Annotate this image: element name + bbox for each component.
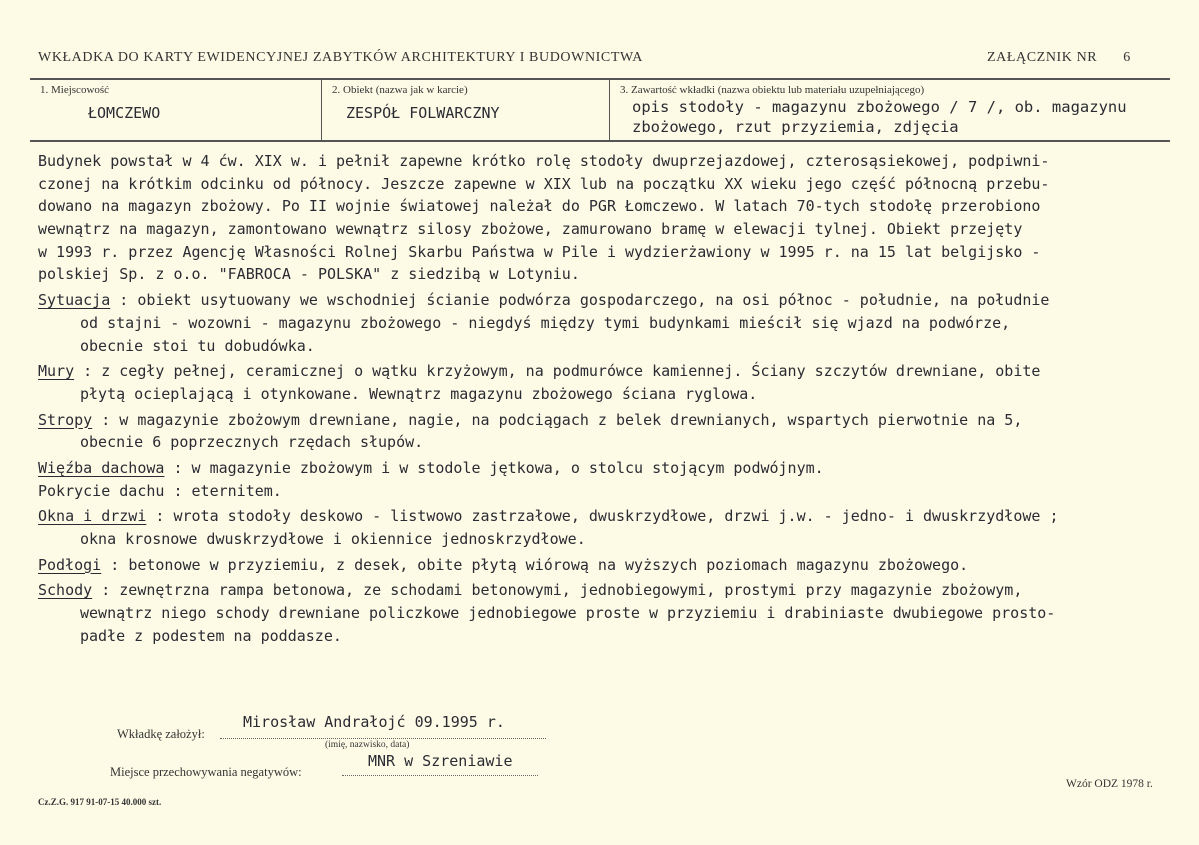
section-title: Pokrycie dachu (38, 481, 165, 500)
section-title: Okna i drzwi (38, 507, 147, 526)
attachment-number (987, 50, 1131, 66)
section-text: w magazynie zbożowym drewniane, nagie, na podciągach z belek drewnianych, wspartych pierwotnie na 5, (119, 410, 1023, 429)
section-text: obiekt usytuowany we wschodniej ścianie podwórza gospodarczego, na osi północ - południe, na południe (137, 291, 1050, 310)
section-title: Sytuacja (38, 291, 111, 310)
author-sublabel: (imię, nazwisko, data) (325, 740, 410, 750)
object-label: 2. Obiekt (nazwa jak w karcie) (332, 84, 468, 96)
intro-line: polskiej Sp. z o.o. "FABROCA - POLSKA" z siedzibą w Lotyniu. (38, 265, 580, 284)
object-value: ZESPÓŁ FOLWARCZNY (346, 104, 500, 122)
contents-value-line: zbożowego, rzut przyziemia, zdjęcia (632, 118, 959, 136)
section-text: płytą ocieplającą i otynkowane. Wewnątrz magazynu zbożowego ściana ryglowa. (80, 384, 758, 403)
section-text: okna krosnowe dwuskrzydłowe i okiennice jednoskrzydłowe. (80, 530, 586, 548)
intro-line: Budynek powstał w 4 ćw. XIX w. i pełnił zapewne krótko rolę stodoły dwuprzejazdowej, czterosąsiekowej, podpiwni- (38, 152, 1050, 170)
section-text: eternitem. (191, 481, 282, 500)
author-value: Mirosław Andrałojć 09.1995 r. (243, 713, 505, 731)
negatives-value: MNR w Szreniawie (368, 752, 513, 770)
negatives-label: Miejsce przechowywania negatywów: (110, 765, 302, 779)
section-title: Stropy (38, 410, 93, 429)
section-stropy: Stropy : w magazynie zbożowym drewniane, nagie, na podciągach z belek drewnianych, wspartych pierwotnie na 5, obecnie 6 poprzecznych rzędach słupów. (38, 409, 1163, 454)
intro-line: wewnątrz na magazyn, zamontowano wewnątrz silosy zbożowe, zamurowano bramę w elewacji tylnej. Obiekt przejęty (38, 220, 1023, 239)
section-title: Więźba dachowa (38, 458, 165, 477)
section-text: w magazynie zbożowym i w stodole jętkowa, o stolcu stojącym podwójnym. (191, 458, 824, 477)
locality-label: 1. Miejscowość (40, 84, 110, 96)
author-label: Wkładkę założył: (117, 727, 205, 741)
print-code: Cz.Z.G. 917 91-07-15 40.000 szt. (38, 797, 162, 807)
negatives-dotted-line (342, 775, 538, 776)
locality-cell (30, 80, 322, 140)
form-code: Wzór ODZ 1978 r. (1066, 778, 1153, 790)
section-text: obecnie 6 poprzecznych rzędach słupów. (80, 433, 424, 452)
section-text: wrota stodoły deskowo - listwowo zastrzałowe, dwuskrzydłowe, drzwi j.w. - jedno- i dwuskrzydłowe ; (173, 507, 1059, 526)
attachment-number-value: 6 (1123, 50, 1131, 65)
section-title: Mury (38, 362, 75, 381)
intro-line: dowano na magazyn zbożowy. Po II wojnie światowej należał do PGR Łomczewo. W latach 70-tych stodołę przerobiono (38, 197, 1041, 216)
section-wiezba: Więźba dachowa : w magazynie zbożowym i w stodole jętkowa, o stolcu stojącym podwójnym. (38, 458, 824, 477)
object-cell (322, 80, 610, 140)
author-dotted-line (220, 738, 546, 739)
section-okna-drzwi: Okna i drzwi : wrota stodoły deskowo - listwowo zastrzałowe, dwuskrzydłowe, drzwi j.w. - jedno- i dwuskrzydłowe ; okna krosnowe dwuskrzydłowe i okiennice jednoskrzydłowe. (38, 505, 1163, 550)
contents-label: 3. Zawartość wkładki (nazwa obiektu lub materiału uzupełniającego) (620, 84, 925, 96)
section-mury: Mury : z cegły pełnej, ceramicznej o wątku krzyżowym, na podmurówce kamiennej. Ściany szczytów drewniane, obite płytą ocieplającą i otynkowane. Wewnątrz magazynu zbożowego ściana ryglowa. (38, 360, 1163, 405)
description-body (38, 150, 1163, 647)
attachment-label: ZAŁĄCZNIK NR (987, 50, 1098, 65)
contents-value-line: opis stodoły - magazynu zbożowego / 7 /, ob. magazynu (632, 98, 1127, 116)
section-sytuacja: Sytuacja : obiekt usytuowany we wschodniej ścianie podwórza gospodarczego, na osi północ - południe, na południe od stajni - wozowni - magazynu zbożowego - niegdyś między tymi budynkami mieścił się wjazd na podwórze, obecnie stoi tu dobudówka. (38, 289, 1163, 357)
section-text: padłe z podestem na poddasze. (80, 626, 342, 645)
section-title: Podłogi (38, 555, 102, 574)
section-podlogi: Podłogi : betonowe w przyziemiu, z desek, obite płytą wiórową na wyższych poziomach magazynu zbożowego. (38, 555, 969, 574)
intro-paragraph (38, 150, 1163, 286)
locality-value: ŁOMCZEWO (88, 104, 161, 122)
form-title: WKŁADKA DO KARTY EWIDENCYJNEJ ZABYTKÓW ARCHITEKTURY I BUDOWNICTWA (38, 50, 643, 65)
section-pokrycie: Pokrycie dachu : eternitem. (38, 481, 282, 500)
section-text: z cegły pełnej, ceramicznej o wątku krzyżowym, na podmurówce kamiennej. Ściany szczytów drewniane, obite (101, 362, 1041, 381)
section-title: Schody (38, 581, 93, 600)
section-text: wewnątrz niego schody drewniane policzkowe jednobiegowe proste w przyziemiu i drabiniaste dwubiegowe prosto- (80, 604, 1056, 623)
section-text: obecnie stoi tu dobudówka. (80, 336, 315, 355)
intro-line: czonej na krótkim odcinku od północy. Jeszcze zapewne w XIX lub na początku XX wieku jego część północną przebu- (38, 174, 1050, 193)
section-text: betonowe w przyziemiu, z desek, obite płytą wiórową na wyższych poziomach magazynu zbożowego. (128, 555, 969, 574)
contents-value (632, 97, 1177, 137)
section-text: zewnętrzna rampa betonowa, ze schodami betonowymi, jednobiegowymi, prostymi przy magazynie zbożowym, (119, 581, 1023, 600)
section-text: od stajni - wozowni - magazynu zbożowego - niegdyś między tymi budynkami mieścił się wjazd na podwórze, (80, 313, 1011, 332)
header-fields (30, 78, 1170, 142)
contents-cell (610, 80, 1170, 140)
intro-line: w 1993 r. przez Agencję Własności Rolnej Skarbu Państwa w Pile i wydzierżawiony w 1995 r. na 15 lat belgijsko - (38, 242, 1041, 261)
section-schody: Schody : zewnętrzna rampa betonowa, ze schodami betonowymi, jednobiegowymi, prostymi przy magazynie zbożowym, wewnątrz niego schody drewniane policzkowe jednobiegowe proste w przyziemiu i drabiniaste dwubiegowe prosto- padłe z podestem na poddasze. (38, 579, 1163, 647)
